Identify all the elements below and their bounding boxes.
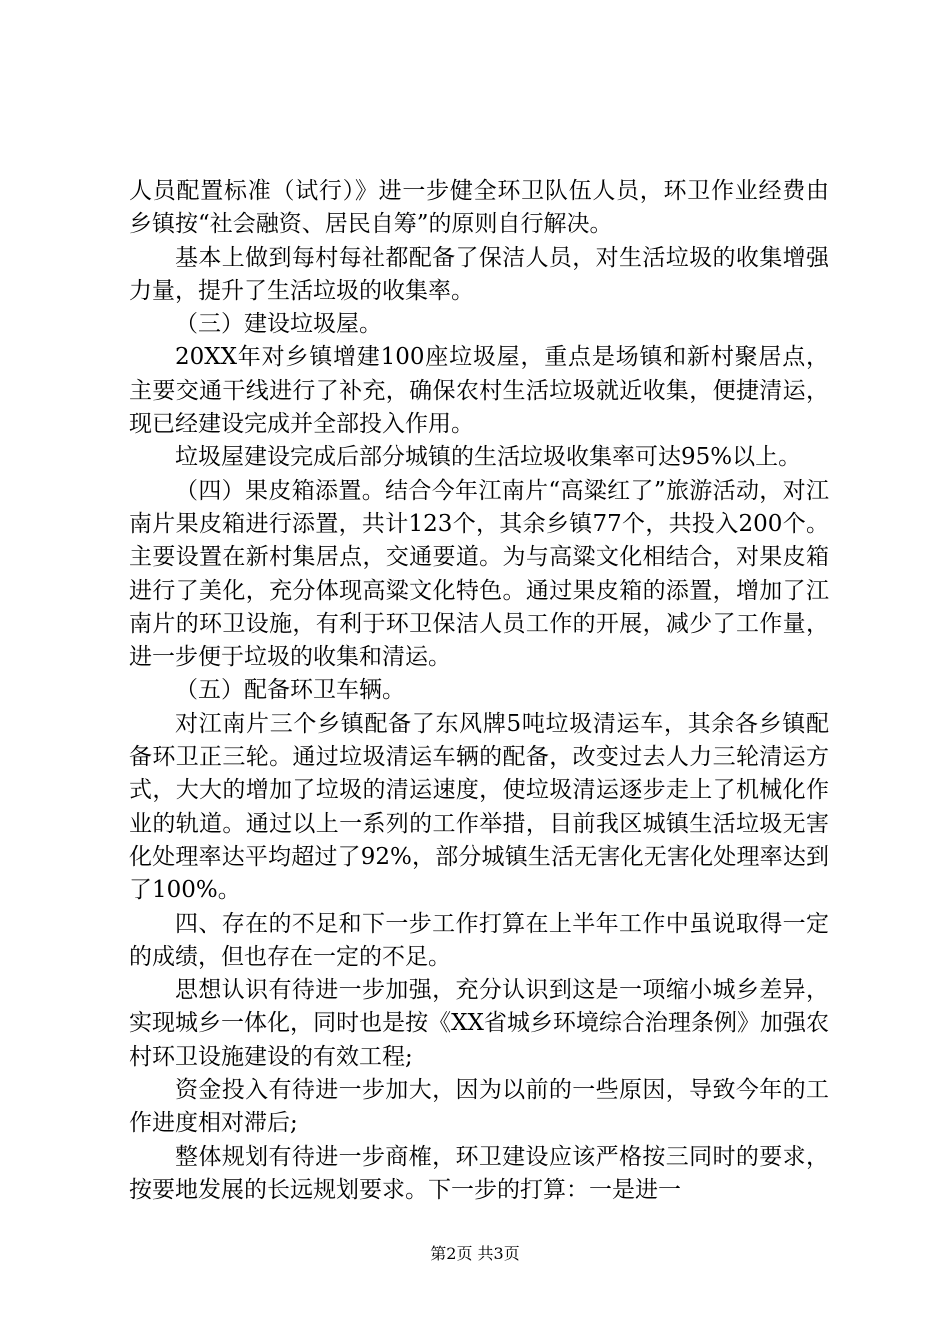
paragraph: 思想认识有待进一步加强，充分认识到这是一项缩小城乡差异，实现城乡一体化，同时也是按《XX省城乡环境综合治理条例》加强农村环卫设施建设的有效工程; (129, 977, 829, 1070)
paragraph: 整体规划有待进一步商榷，环卫建设应该严格按三同时的要求，按要地发展的长远规划要求。下一步的打算：一是进一 (129, 1143, 829, 1203)
paragraph: （四）果皮箱添置。结合今年江南片“高粱红了”旅游活动，对江南片果皮箱进行添置，共计123个，其余乡镇77个，共投入200个。主要设置在新村集居点，交通要道。为与高粱文化相结合，对果皮箱进行了美化，充分体现高粱文化特色。通过果皮箱的添置，增加了江南片的环卫设施，有利于环卫保洁人员工作的开展，减少了工作量，进一步便于垃圾的收集和清运。 (129, 477, 829, 671)
paragraph: 人员配置标准（试行）》进一步健全环卫队伍人员，环卫作业经费由乡镇按“社会融资、居民自筹”的原则自行解决。 (129, 178, 829, 238)
document-body (129, 175, 829, 1207)
paragraph: 20XX年对乡镇增建100座垃圾屋，重点是场镇和新村聚居点，主要交通干线进行了补充，确保农村生活垃圾就近收集，便捷清运，现已经建设完成并全部投入作用。 (129, 344, 829, 438)
paragraph: 四、存在的不足和下一步工作打算在上半年工作中虽说取得一定的成绩，但也存在一定的不足。 (129, 910, 829, 970)
page-footer: 第2页 共3页 (430, 1244, 520, 1263)
section-heading: （三）建设垃圾屋。 (175, 311, 382, 338)
paragraph: 资金投入有待进一步加大，因为以前的一些原因，导致今年的工作进度相对滞后; (129, 1077, 829, 1137)
paragraph: 垃圾屋建设完成后部分城镇的生活垃圾收集率可达95%以上。 (175, 444, 802, 471)
paragraph: 基本上做到每村每社都配备了保洁人员，对生活垃圾的收集增强力量，提升了生活垃圾的收集率。 (129, 244, 829, 304)
section-heading: （五）配备环卫车辆。 (175, 677, 405, 704)
paragraph: 对江南片三个乡镇配备了东风牌5吨垃圾清运车，其余各乡镇配备环卫正三轮。通过垃圾清运车辆的配备，改变过去人力三轮清运方式，大大的增加了垃圾的清运速度，使垃圾清运逐步走上了机械化作业的轨道。通过以上一系列的工作举措，目前我区城镇生活垃圾无害化处理率达平均超过了92%，部分城镇生活无害化无害化处理率达到了100%。 (129, 710, 829, 904)
